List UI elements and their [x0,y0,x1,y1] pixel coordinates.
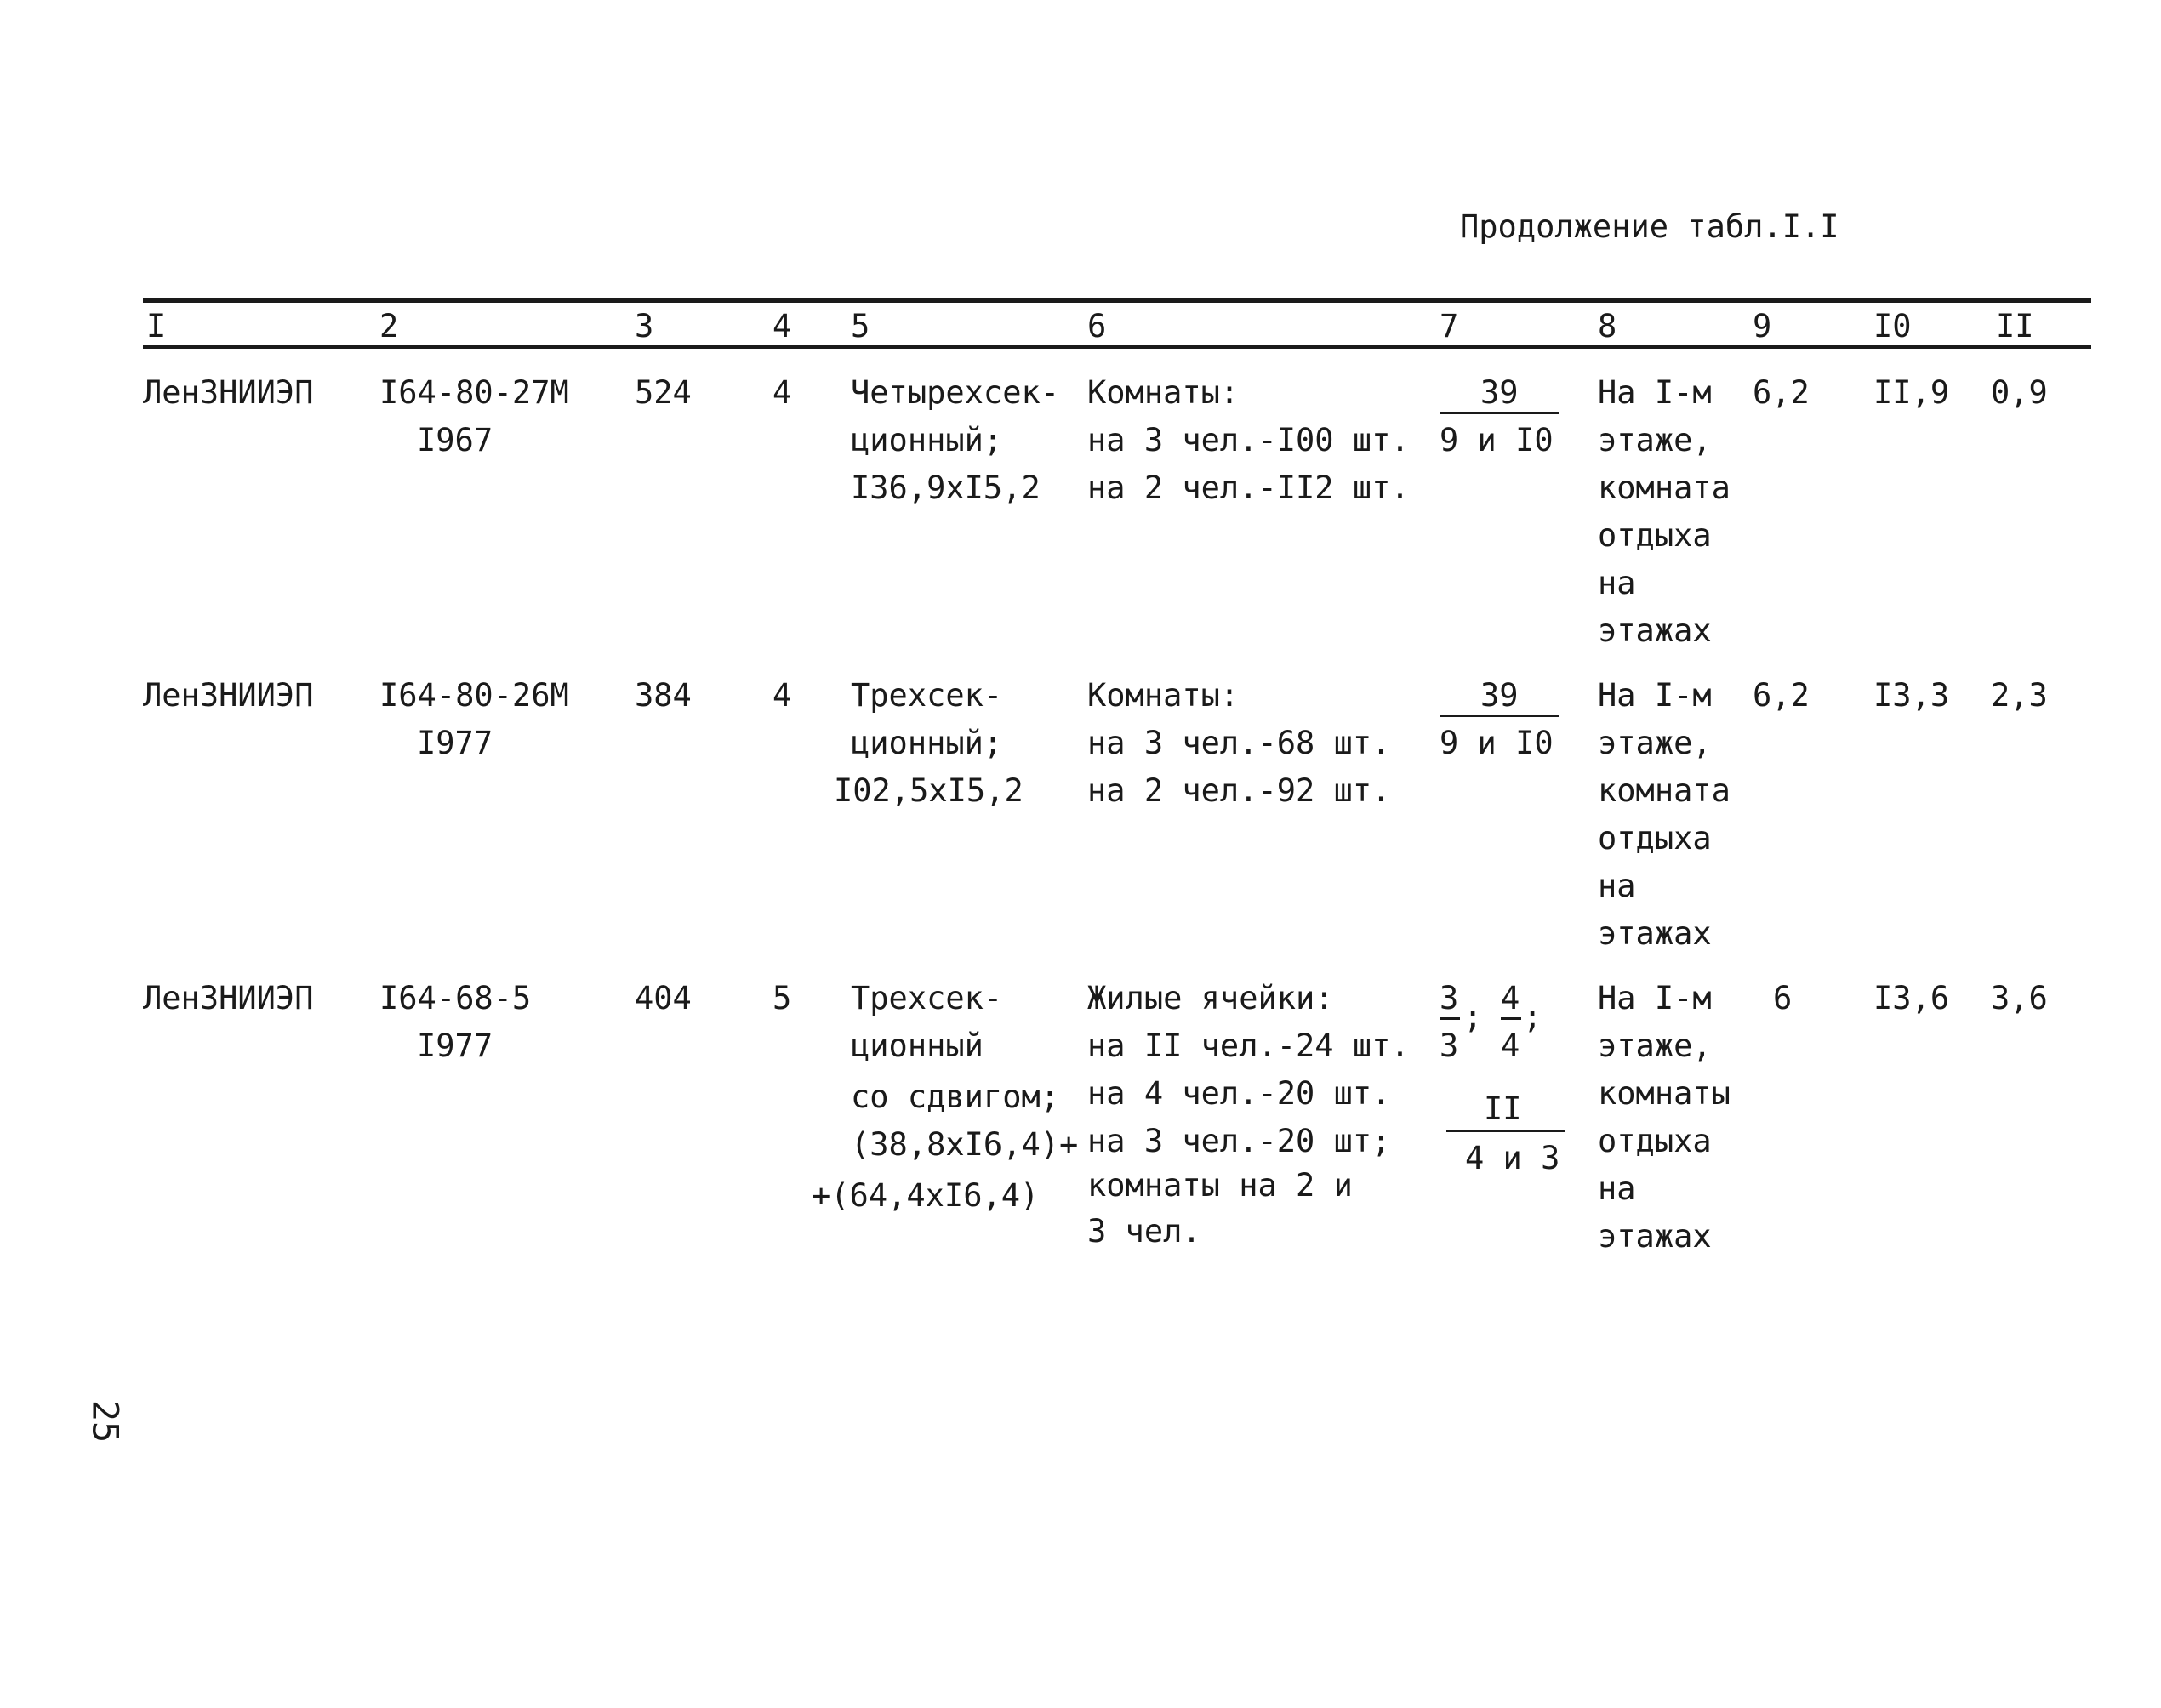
area-denominator: 9 и I0 [1440,422,1554,458]
organization: ЛенЗНИИЭП [143,677,314,714]
table-top-rule [143,298,2091,303]
building-type-line: ционный; [851,422,1003,458]
fraction-line [1446,1130,1565,1132]
column-header-7: 7 [1440,308,1459,344]
rooms-line: на 2 чел.-92 шт. [1087,772,1391,809]
area-numerator: 39 [1480,677,1519,714]
building-type-line: ционный; [851,725,1003,761]
column-9-value: 6,2 [1753,374,1810,411]
rooms-line: на 3 чел.-I00 шт. [1087,422,1410,458]
column-9-value: 6 [1773,980,1793,1016]
rooms-line: 3 чел. [1087,1213,1201,1250]
project-year: I977 [417,725,493,761]
floors-count: 5 [773,980,792,1016]
column-header-1: I [146,308,166,344]
notes-line: на [1598,565,1636,601]
notes-line: отдыха [1598,517,1712,554]
project-year: I977 [417,1028,493,1064]
rooms-line: комнаты на 2 и [1087,1167,1353,1204]
rooms-line: Комнаты: [1087,677,1240,714]
notes-line: на [1598,1170,1636,1207]
small-fraction-numerator: 3 [1440,980,1459,1016]
fraction-line [1440,715,1559,717]
notes-line: этажах [1598,1218,1712,1255]
column-11-value: 0,9 [1991,374,2048,411]
notes-line: этажах [1598,612,1712,649]
column-header-11: II [1996,308,2034,344]
project-number: I64-80-26М [379,677,569,714]
rooms-line: на 3 чел.-20 шт; [1087,1123,1391,1159]
area-denominator: 9 и I0 [1440,725,1554,761]
column-11-value: 2,3 [1991,677,2048,714]
building-dimensions: +(64,4хI6,4) [812,1177,1040,1214]
column-header-5: 5 [851,308,870,344]
column-header-9: 9 [1753,308,1772,344]
fraction-line [1440,412,1559,414]
notes-line: этажах [1598,915,1712,952]
column-header-10: I0 [1873,308,1912,344]
project-number: I64-80-27М [379,374,569,411]
small-fraction-denominator: 4 [1501,1028,1520,1064]
small-fraction-numerator: 4 [1501,980,1520,1016]
page-number: 25 [84,1399,127,1443]
notes-line: На I-м [1598,980,1712,1016]
table-header-rule [143,345,2091,349]
project-year: I967 [417,422,493,458]
notes-line: отдыха [1598,1123,1712,1159]
notes-line: этаже, [1598,725,1712,761]
rooms-line: на 4 чел.-20 шт. [1087,1075,1391,1112]
organization: ЛенЗНИИЭП [143,980,314,1016]
column-header-8: 8 [1598,308,1617,344]
places-count: 524 [635,374,692,411]
area-numerator: 39 [1480,374,1519,411]
fraction-separator: ; [1523,999,1542,1035]
notes-line: отдыха [1598,820,1712,857]
notes-line: На I-м [1598,677,1712,714]
project-number: I64-68-5 [379,980,532,1016]
area-numerator: II [1484,1090,1522,1127]
notes-line: На I-м [1598,374,1712,411]
notes-line: на [1598,868,1636,904]
floors-count: 4 [773,677,792,714]
rooms-line: на 3 чел.-68 шт. [1087,725,1391,761]
column-header-4: 4 [773,308,792,344]
small-fraction-denominator: 3 [1440,1028,1459,1064]
notes-line: комнаты [1598,1075,1731,1112]
places-count: 384 [635,677,692,714]
building-type-line: Трехсек- [851,980,1003,1016]
floors-count: 4 [773,374,792,411]
table-caption: Продолжение табл.I.I [1460,208,1839,245]
building-type-line: ционный [851,1028,984,1064]
column-header-2: 2 [379,308,399,344]
notes-line: этаже, [1598,1028,1712,1064]
column-header-3: 3 [635,308,654,344]
notes-line: комната [1598,772,1731,809]
organization: ЛенЗНИИЭП [143,374,314,411]
column-header-6: 6 [1087,308,1107,344]
notes-line: этаже, [1598,422,1712,458]
rooms-line: на II чел.-24 шт. [1087,1028,1410,1064]
small-fraction-line [1501,1017,1521,1020]
building-dimensions: I36,9хI5,2 [851,470,1041,506]
building-type-line: со сдвигом; [851,1079,1060,1115]
column-10-value: I3,6 [1873,980,1950,1016]
column-10-value: I3,3 [1873,677,1950,714]
column-11-value: 3,6 [1991,980,2048,1016]
building-type-line: Трехсек- [851,677,1003,714]
small-fraction-line [1440,1017,1460,1020]
building-type-line: Четырехсек- [851,374,1060,411]
notes-line: комната [1598,470,1731,506]
column-9-value: 6,2 [1753,677,1810,714]
column-10-value: II,9 [1873,374,1950,411]
rooms-line: на 2 чел.-II2 шт. [1087,470,1410,506]
fraction-separator: ; [1463,999,1483,1035]
places-count: 404 [635,980,692,1016]
area-denominator: 4 и 3 [1465,1140,1560,1176]
building-dimensions: I02,5хI5,2 [834,772,1023,809]
rooms-line: Комнаты: [1087,374,1240,411]
rooms-line: Жилые ячейки: [1087,980,1334,1016]
building-dimensions: (38,8хI6,4)+ [851,1126,1079,1163]
